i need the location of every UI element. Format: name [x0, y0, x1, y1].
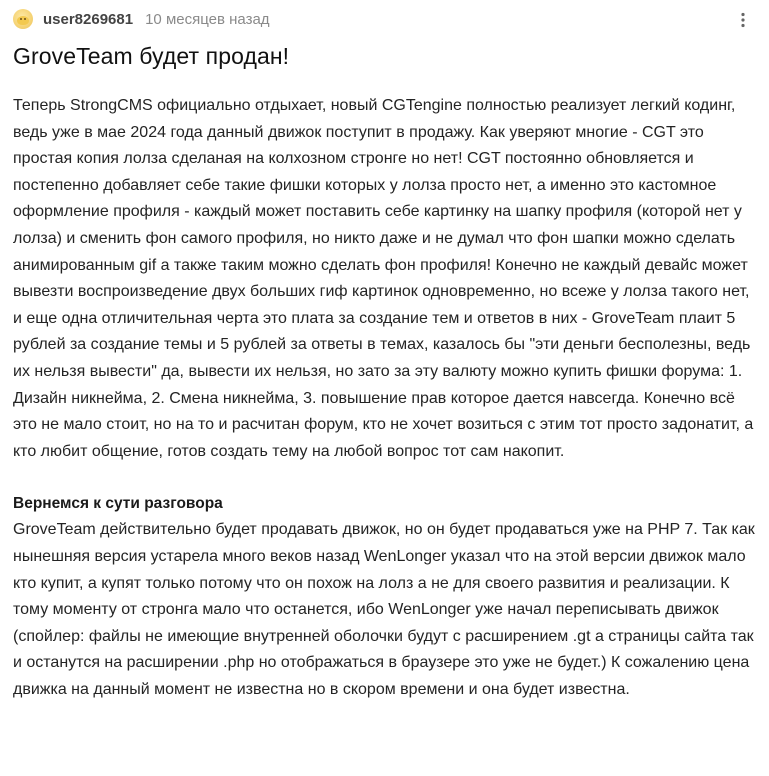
post-title: GroveTeam будет продан! — [13, 43, 290, 69]
post-meta — [13, 0, 755, 38]
avatar-blob — [17, 16, 29, 25]
more-vertical-icon[interactable] — [735, 12, 751, 28]
author-link[interactable]: user8269681 — [43, 10, 134, 28]
avatar-eye — [24, 18, 26, 20]
post-paragraph-2: GroveTeam действительно будет продавать движок, но он будет продаваться уже на PHP 7. Так как нынешняя версия устарела много веков назад WenLonger указал что на этой версии движок мало кто купит, а купят только потому что он похож на лолз а не для своего развития и реализации. К тому моменту от стронга мало что останется, ибо WenLonger уже начал переписывать движок (спойлер: файлы не имеющие внутренней оболочки будут с расширением .gt а страницы сайта так и останутся на расширении .php но отображаться в браузере это уже не будет.) К сожалению цена движка на данный момент не известна но в скором времени и она будет известна. — [13, 521, 755, 698]
post-timestamp: 10 месяцев назад — [145, 10, 270, 28]
post — [13, 0, 755, 703]
avatar[interactable] — [13, 9, 33, 29]
post-paragraph-1: Теперь StrongCMS официально отдыхает, новый CGTengine полностью реализует легкий кодинг, ведь уже в мае 2024 года данный движок поступит в продажу. Как уверяют многие - CGT это простая копия лолза сделаная на колхозном стронге но нет! CGT постоянно обновляется и постепенно добавляет себе такие фишки которых у лолза просто нет, а именно это кастомное оформление профиля - каждый может поставить себе картинку на шапку профиля (которой нет у лолза) и сменить фон самого профиля, но никто даже и не думал что фон шапки можно сделать анимированным gif а также таким можно сделать фон профиля! Конечно не каждый девайс может вывезти воспроизведение двух больших гиф картинок одновременно, но всеже у лолза такого нет, и еще одна отличительная черта это плата за создание тем и ответов в них - GroveTeam плаит 5 рублей за создание темы и 5 рублей за ответы в темах, казалось бы "эти деньги бесполезны, ведь их нельзя вывести" да, вывести их нельзя, но зато за эту валюту можно купить фишки форума: 1. Дизайн никнейма, 2. Смена никнейма, 3. повышение прав которое дается навсегда. Конечно всё это не мало стоит, но на то и расчитан форум, кто не хочет возиться с этим тот просто задонатит, а кто любит общение, готов создать тему на любой вопрос тот сам накопит. — [13, 97, 754, 460]
avatar-eye — [20, 18, 22, 20]
post-body — [13, 93, 755, 703]
post-subheading: Вернемся к сути разговора — [13, 495, 223, 513]
